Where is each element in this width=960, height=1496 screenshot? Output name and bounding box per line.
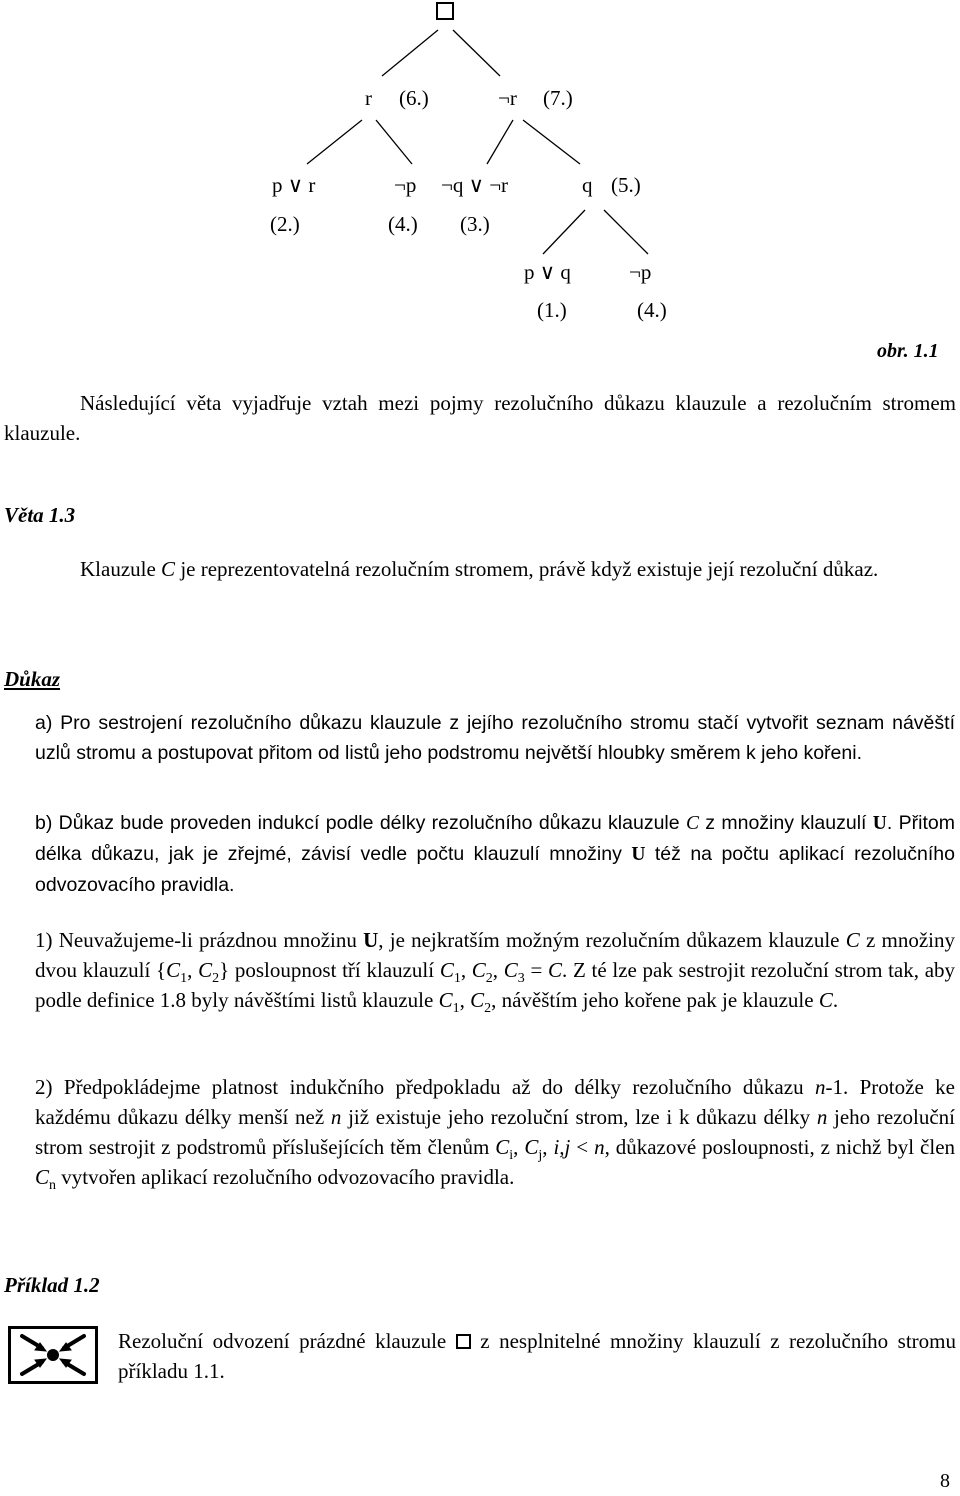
tree-ref-5: (5.) (611, 173, 641, 197)
proof-step-2: 2) Předpokládejme platnost indukčního předpokladu až do délky rezolučního důkazu n-1. Protože ke každému důkazu délky menší než n již existuje jeho rezoluční strom, lze i k důkazu délky n jeho rezoluční strom sestrojit z podstromů příslušejících těm členům $C_i$, $C_j$, i,j < n, důkazové posloupnosti, z nichž byl člen $C_n$ vytvořen aplikací rezolučního odvozovacího pravidla. (35, 1075, 956, 1194)
tree-ref-6: (6.) (399, 86, 429, 110)
tree-ref-4a: (4.) (388, 212, 418, 236)
example-heading: Příklad 1.2 (4, 1273, 100, 1297)
proof-part-b: b) Důkaz bude proveden indukcí podle délky rezolučního důkazu klauzule C z množiny klauzulí U. Přitom délka důkazu, jak je zřejmé, závisí vedle počtu klauzulí množiny U též na počtu aplikací rezolučního odvozovacího pravidla. (35, 812, 955, 896)
figure-caption: obr. 1.1 (877, 340, 939, 362)
var-c: C (161, 557, 176, 581)
theorem-heading: Věta 1.3 (4, 503, 76, 527)
tree-node-p-or-r: p ∨ r (272, 173, 316, 197)
tree-node-not-r: ¬r (498, 86, 517, 110)
tree-ref-2: (2.) (270, 212, 300, 236)
tree-node-p-or-q: p ∨ q (524, 260, 571, 284)
proof-heading: Důkaz (4, 667, 61, 691)
empty-clause-box (456, 1334, 471, 1349)
proof-step-1: 1) Neuvažujeme-li prázdnou množinu U, je nejkratším možným rezolučním důkazem klauzule C z množiny dvou klauzulí {$C_1$, $C_2$} posloupnost tří klauzulí $C_1$, $C_2$, $C_3 = C$. Z té lze pak sestrojit rezoluční strom tak, aby podle definice 1.8 byly návěštími listů klauzule $C_1$, $C_2$, návěštím jeho kořene pak je klauzule C. (35, 928, 956, 1017)
proof-part-a: a) Pro sestrojení rezolučního důkazu klauzule z jejího rezolučního stromu stačí vytvořit seznam návěští uzlů stromu a postupovat přitom od listů jeho podstromu největší hloubky směrem k jeho kořeni. (35, 712, 955, 764)
converging-arrows-icon (8, 1326, 98, 1384)
tree-ref-3: (3.) (460, 212, 490, 236)
tree-node-not-p-2: ¬p (629, 260, 652, 284)
intro-paragraph (4, 388, 956, 448)
intro-text: Následující věta vyjadřuje vztah mezi pojmy rezolučního důkazu klauzule a rezolučním stromem klauzule. (4, 391, 956, 445)
tree-ref-4b: (4.) (637, 298, 667, 322)
page-number: 8 (940, 1470, 950, 1492)
tree-node-q: q (582, 173, 593, 197)
tree-ref-1: (1.) (537, 298, 567, 322)
theorem-statement: Klauzule C je reprezentovatelná rezolučním stromem, právě když existuje její rezoluční důkaz. (80, 557, 879, 581)
tree-node-r: r (365, 86, 372, 110)
tree-node-not-p: ¬p (394, 173, 417, 197)
tree-root-empty-clause (436, 2, 454, 20)
tree-node-not-q-or-not-r: ¬q ∨ ¬r (441, 173, 509, 197)
tree-ref-7: (7.) (543, 86, 573, 110)
example-text: Rezoluční odvození prázdné klauzule z nesplnitelné množiny klauzulí z rezolučního stromu příkladu 1.1. (118, 1329, 956, 1383)
